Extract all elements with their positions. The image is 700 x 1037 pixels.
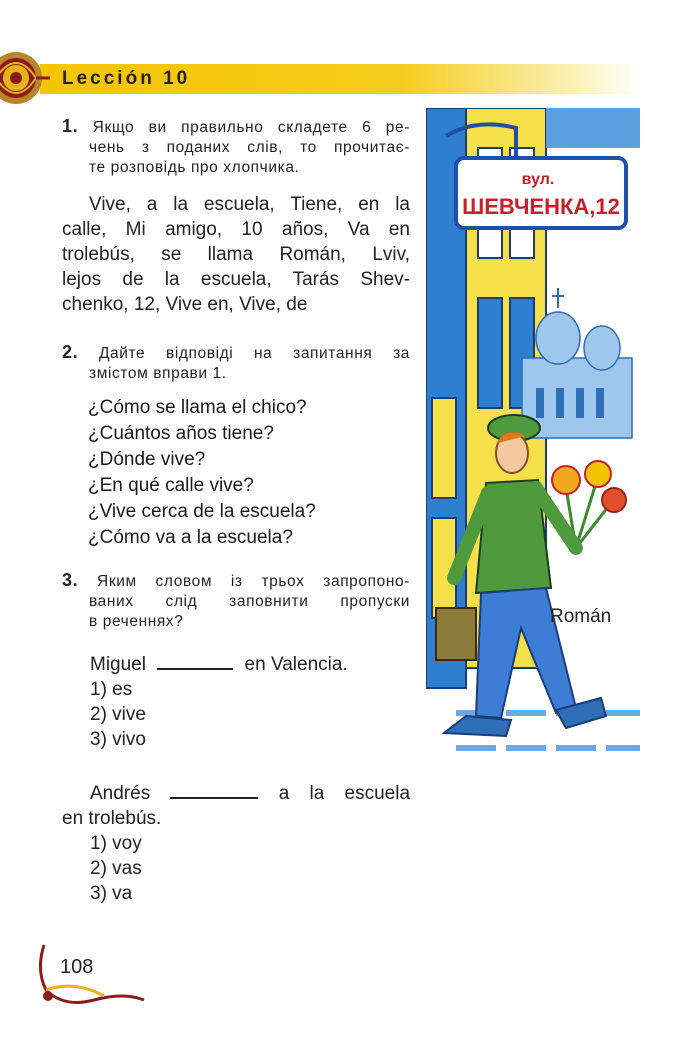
instruction-line: Яким словом із трьох запропоно- <box>97 573 410 590</box>
ornament-icon <box>0 38 60 118</box>
answer-option: 1) es <box>90 679 133 700</box>
instruction-line: змістом вправи 1. <box>89 365 227 382</box>
exercise-3-instruction <box>62 570 410 632</box>
text-line: Vive, a la escuela, Tiene, en la <box>89 194 410 215</box>
exercise-1-instruction <box>62 116 410 178</box>
text-line: trolebús, se llama Román, Lviv, <box>62 244 410 265</box>
question: ¿En qué calle vive? <box>88 475 254 496</box>
exercise-3-item-1 <box>90 650 410 752</box>
instruction-line: Якщо ви правильно складете 6 ре- <box>92 119 410 136</box>
answer-option: 3) va <box>90 883 133 904</box>
answer-option: 3) vivo <box>90 729 146 750</box>
street-scene-illustration <box>426 108 640 808</box>
page-ornament-icon <box>34 940 154 1010</box>
question: ¿Cómo se llama el chico? <box>88 397 307 418</box>
exercise-1-number: 1. <box>62 116 79 136</box>
instruction-line: в реченнях? <box>89 613 184 630</box>
sentence-start: Miguel <box>90 654 146 675</box>
answer-option: 2) vas <box>90 858 142 879</box>
exercise-2-number: 2. <box>62 342 79 362</box>
question: ¿Dónde vive? <box>88 449 206 470</box>
sign-line-2: ШЕВЧЕНКА,12 <box>462 194 620 219</box>
sign-line-1: вул. <box>521 171 555 188</box>
answer-blank <box>157 650 233 670</box>
question: ¿Cuántos años tiene? <box>88 423 274 444</box>
exercise-2-instruction <box>62 342 410 384</box>
sentence-end: a la escuela <box>278 783 411 804</box>
exercise-3-item-2 <box>62 779 410 906</box>
sentence-end: en Valencia. <box>244 654 348 675</box>
instruction-line: чень з поданих слів, то прочитає- <box>89 139 410 156</box>
exercise-1-word-list <box>62 192 410 317</box>
question: ¿Cómo va a la escuela? <box>88 527 293 548</box>
exercise-2-questions <box>88 395 316 551</box>
illustration-caption: Román <box>550 606 612 627</box>
instruction-line: Дайте відповіді на запитання за <box>98 345 410 362</box>
answer-blank <box>170 779 258 799</box>
instruction-line: те розповідь про хлопчика. <box>89 159 300 176</box>
answer-option: 2) vive <box>90 704 146 725</box>
text-line: chenko, 12, Vive en, Vive, de <box>62 294 308 315</box>
lesson-title: Lección 10 <box>62 68 191 89</box>
text-line: calle, Mi amigo, 10 años, Va en <box>62 219 410 240</box>
sentence-start: Andrés <box>90 783 151 804</box>
exercise-3-number: 3. <box>62 570 79 590</box>
sentence-continuation: en trolebús. <box>62 808 162 829</box>
text-line: lejos de la escuela, Tarás Shev- <box>62 269 410 290</box>
page-number: 108 <box>60 956 94 978</box>
answer-option: 1) voy <box>90 833 142 854</box>
question: ¿Vive cerca de la escuela? <box>88 501 316 522</box>
instruction-line: ваних слід заповнити пропуски <box>89 593 410 610</box>
